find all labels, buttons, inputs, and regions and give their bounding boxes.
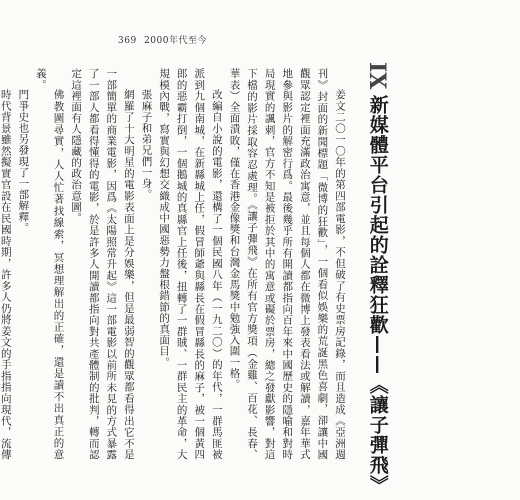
article-title: 新媒體平台引起的詮釋狂歡——《讓子彈飛》 xyxy=(366,95,389,496)
running-title: 2000年代至今 xyxy=(144,36,207,46)
paragraph: 改編自小說的電影，還構了一個民國八年（一九二〇）的年代，一群馬匪被派到九個南城，在新縣城上任，假冒師爺與縣長在假冒縣長的麻子，被一個黃四郎的惡霸打倒，一個鵝城的真縣官上任後，扭轉了一群賊、一群民主的革命，大規模內戰，寫實與幻想交織成中國惡勢力盤根錯節的真面目。 xyxy=(158,68,223,460)
body-text xyxy=(0,68,348,460)
running-header xyxy=(118,33,207,46)
paragraph: 時代背景雖然擬實官設在民國時期，許多人仍將姜文的手指指向現代，流傳 xyxy=(0,89,12,460)
article-title-block xyxy=(364,62,396,496)
page-number: 369 xyxy=(118,36,137,46)
paragraph: 姜文二〇一〇年的第四部電影，不但破了有史票房記錄，而且造成《亞洲週刊》封面的新聞標題「微博的狂歡」，一個看似娛樂的荒誕黑色喜劇，卻讓中國觀眾認定裡面充滿政治寓意，並且每個人都在微博上發表看法或解讀，嘉年華式地參與影片的解密行爲。最後幾乎所有開讀都指向百年來中國歷史的隱喻和對時局現實的諷刺，官方不知是被拒於其中的寓意或礙於票房，總之發獻影響，對這下檔的影片採取容忍處理。《讓子彈飛》在所有官方獎項（金雞、百花、長春、華表）全面潰敗，僅在香港金像獎和台灣金馬獎中勉強入圍一格。 xyxy=(228,68,346,460)
paragraph: 門爭史也另發現了一部解釋。 xyxy=(17,89,30,234)
title-ornament: IX xyxy=(364,62,390,90)
paragraph: 張麻子和弟兄們一身。 xyxy=(140,89,153,200)
paragraph: 佛教圖尋實，人人忙著找線索，冥想理解出的正確，還是讀不出真正的意義。 xyxy=(34,68,65,460)
paragraph: 網羅了十大明星的電影表面上是分娛樂，但是最弱智的觀眾都看得出它不是一部簡單的商業電影，因爲《太陽照常升起》這一部電影以前所未見的方式暴露了一部人都看得懂得的電影，於是許多人開讀都指向對共產體制的批判，轉而認定這裡面有人隱藏的政治意圖。 xyxy=(70,68,135,460)
